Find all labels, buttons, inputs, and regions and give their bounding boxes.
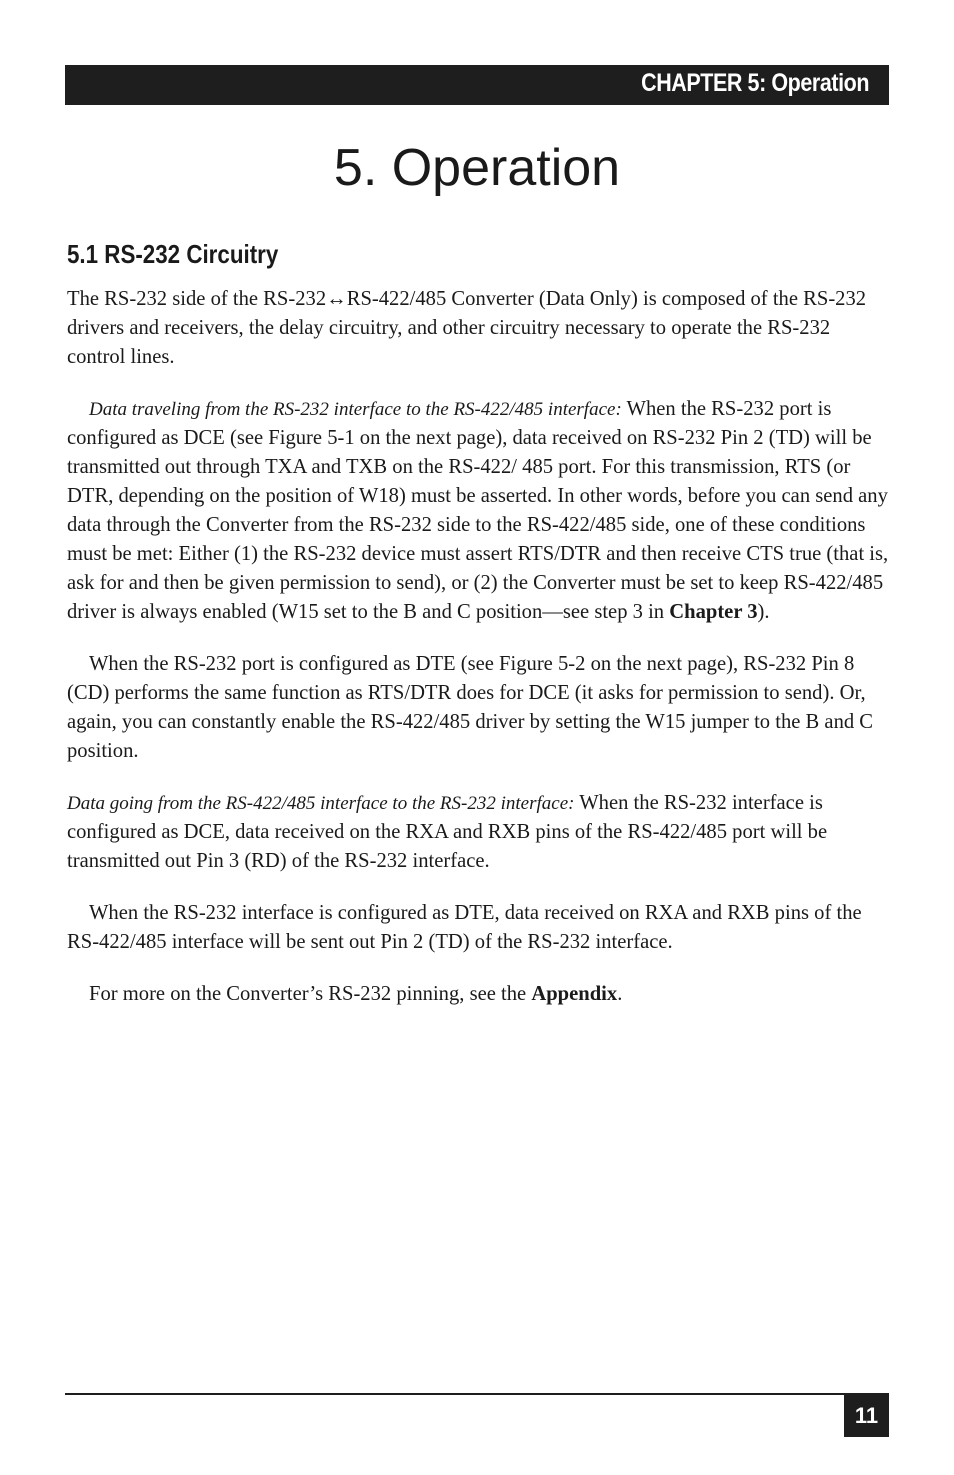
paragraph-intro-text: The RS-232 side of the RS-232↔RS-422/485 Converter (Data Only) is composed of the RS-232 drivers and receivers, the delay circuitry, and other circuitry necessary to operate the RS-232 control lines. (67, 288, 867, 368)
chapter-header-bar (65, 65, 889, 105)
body-text (67, 285, 889, 1032)
paragraph-dte-config (67, 650, 889, 766)
paragraph-rs232-to-rs422 (67, 395, 889, 627)
footer-rule (65, 1393, 889, 1395)
paragraph-end: . (617, 983, 623, 1005)
paragraph-rs422-to-rs232 (67, 789, 889, 876)
appendix-reference: Appendix (531, 983, 618, 1005)
page-title: 5. Operation (333, 139, 621, 197)
paragraph-dte-receive (67, 899, 889, 957)
chapter-3-reference: Chapter 3 (669, 601, 758, 623)
paragraph-lead-in: Data going from the RS-422/485 interface to the RS-232 interface: (67, 793, 575, 814)
paragraph-lead-in: Data traveling from the RS-232 interface to the RS-422/485 interface: (89, 399, 622, 420)
paragraph-text: For more on the Converter’s RS-232 pinning, see the (89, 983, 532, 1005)
page-number: 11 (844, 1395, 889, 1437)
paragraph-text: When the RS-232 interface is configured as DCE, data received on the RXA and RXB pins of the RS-422/485 port will be transmitted out Pin 3 (RD) of the RS-232 interface. (67, 792, 828, 872)
chapter-header-text: CHAPTER 5: Operation (641, 69, 869, 97)
paragraph-text: When the RS-232 interface is configured as DTE, data received on RXA and RXB pins of the RS-422/485 interface will be sent out Pin 2 (TD) of the RS-232 interface. (67, 902, 862, 953)
section-heading: 5.1 RS-232 Circuitry (67, 239, 279, 269)
paragraph-intro (67, 285, 889, 372)
paragraph-end: ). (757, 601, 770, 623)
paragraph-text: When the RS-232 port is configured as DTE (see Figure 5-2 on the next page), RS-232 Pin 8 (CD) performs the same function as RTS/DTR does for DCE (it asks for permission to send). Or, again, you can constantly enable the RS-422/485 driver by setting the W15 jumper to the B and C position. (67, 653, 874, 762)
paragraph-appendix-note (67, 980, 889, 1009)
paragraph-text: When the RS-232 port is configured as DCE (see Figure 5-1 on the next page), data received on RS-232 Pin 2 (TD) will be transmitted out through TXA and TXB on the RS-422/ 485 port. For this transmission, RTS (or DTR, depending on the position of W18) must be asserted. In other words, before you can send any data through the Converter from the RS-232 side to the RS-422/485 side, one of these conditions must be met: Either (1) the RS-232 device must assert RTS/DTR and then receive CTS true (that is, ask for and then be given permission to send), or (2) the Converter must be set to keep RS-422/485 driver is always enabled (W15 set to the B and C position—see step 3 in (67, 398, 889, 623)
